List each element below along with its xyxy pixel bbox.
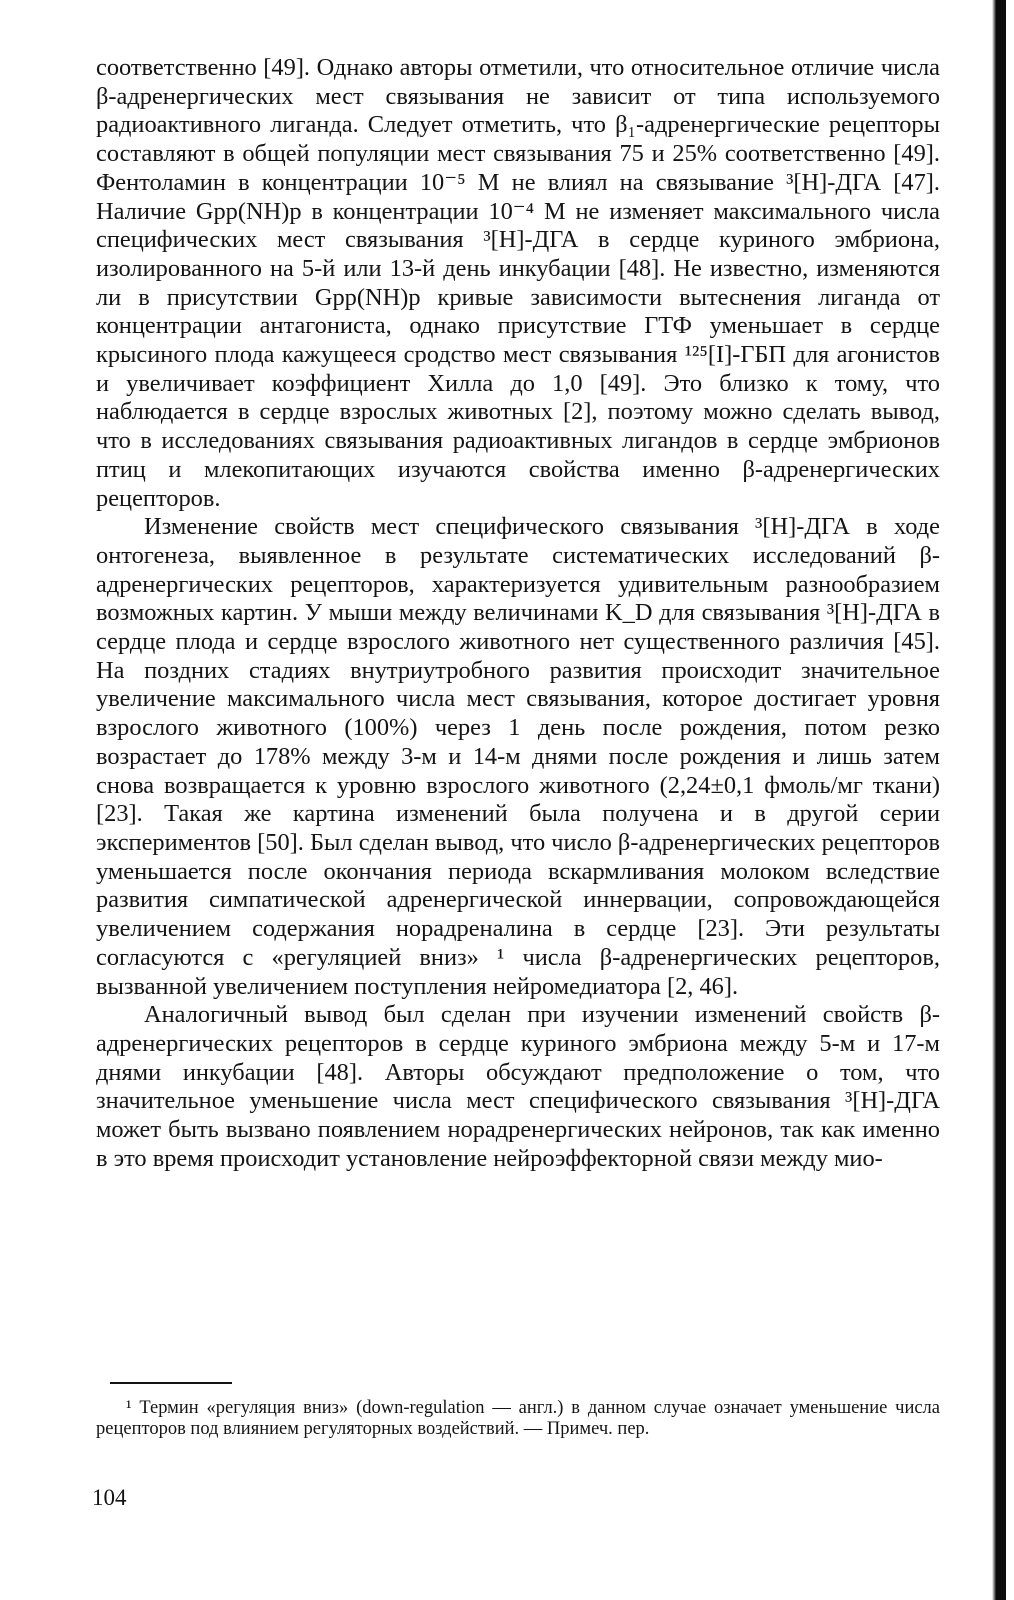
page-edge-shadow [992,0,1006,1600]
body-text [96,54,940,1173]
footnote-divider [110,1382,232,1384]
paragraph-1: соответственно [49]. Однако авторы отметили, что относительное отличие числа β-адренергических мест связывания не зависит от типа используемого радиоактивного лиганда. Следует отметить, что β₁-адренергические рецепторы составляют в общей популяции мест связывания 75 и 25% соответственно [49]. Фентоламин в концентрации 10⁻⁵ М не влиял на связывание ³[Н]-ДГА [47]. Наличие Gpp(NH)p в концентрации 10⁻⁴ М не изменяет максимального числа специфических мест связывания ³[Н]-ДГА в сердце куриного эмбриона, изолированного на 5-й или 13-й день инкубации [48]. Не известно, изменяются ли в присутствии Gpp(NH)p кривые зависимости вытеснения лиганда от концентрации антагониста, однако присутствие ГТФ уменьшает в сердце крысиного плода кажущееся сродство мест связывания ¹²⁵[I]-ГБП для агонистов и увеличивает коэффициент Хилла до 1,0 [49]. Это близко к тому, что наблюдается в сердце взрослых животных [2], поэтому можно сделать вывод, что в исследованиях связывания радиоактивных лигандов в сердце эмбрионов птиц и млекопитающих изучаются свойства именно β-адренергических рецепторов. [96,54,940,512]
paragraph-3: Аналогичный вывод был сделан при изучении изменений свойств β-адренергических рецепторов в сердце куриного эмбриона между 5-м и 17-м днями инкубации [48]. Авторы обсуждают предположение о том, что значительное уменьшение числа мест специфического связывания ³[Н]-ДГА может быть вызвано появлением норадренергических нейронов, так как именно в это время происходит установление нейроэффекторной связи между мио- [96,1001,940,1172]
footnote [96,1398,940,1440]
page-number: 104 [92,1485,127,1510]
paragraph-2: Изменение свойств мест специфического связывания ³[Н]-ДГА в ходе онтогенеза, выявленное в результате систематических исследований β-адренергических рецепторов, характеризуется удивительным разнообразием возможных картин. У мыши между величинами K_D для связывания ³[Н]-ДГА в сердце плода и сердце взрослого животного нет существенного различия [45]. На поздних стадиях внутриутробного развития происходит значительное увеличение максимального числа мест связывания, которое достигает уровня взрослого животного (100%) через 1 день после рождения, потом резко возрастает до 178% между 3-м и 14-м днями после рождения и лишь затем снова возвращается к уровню взрослого животного (2,24±0,1 фмоль/мг ткани) [23]. Такая же картина изменений была получена и в другой серии экспериментов [50]. Был сделан вывод, что число β-адренергических рецепторов уменьшается после окончания периода вскармливания молоком вследствие развития симпатической адренергической иннервации, сопровождающейся увеличением содержания норадреналина в сердце [23]. Эти результаты согласуются с «регуляцией вниз» ¹ числа β-адренергических рецепторов, вызванной увеличением поступления нейромедиатора [2, 46]. [96,513,940,1000]
footnote-text: ¹ Термин «регуляция вниз» (down-regulation — англ.) в данном случае означает уменьшение числа рецепторов под влиянием регуляторных воздействий. — Примеч. пер. [96,1398,940,1439]
